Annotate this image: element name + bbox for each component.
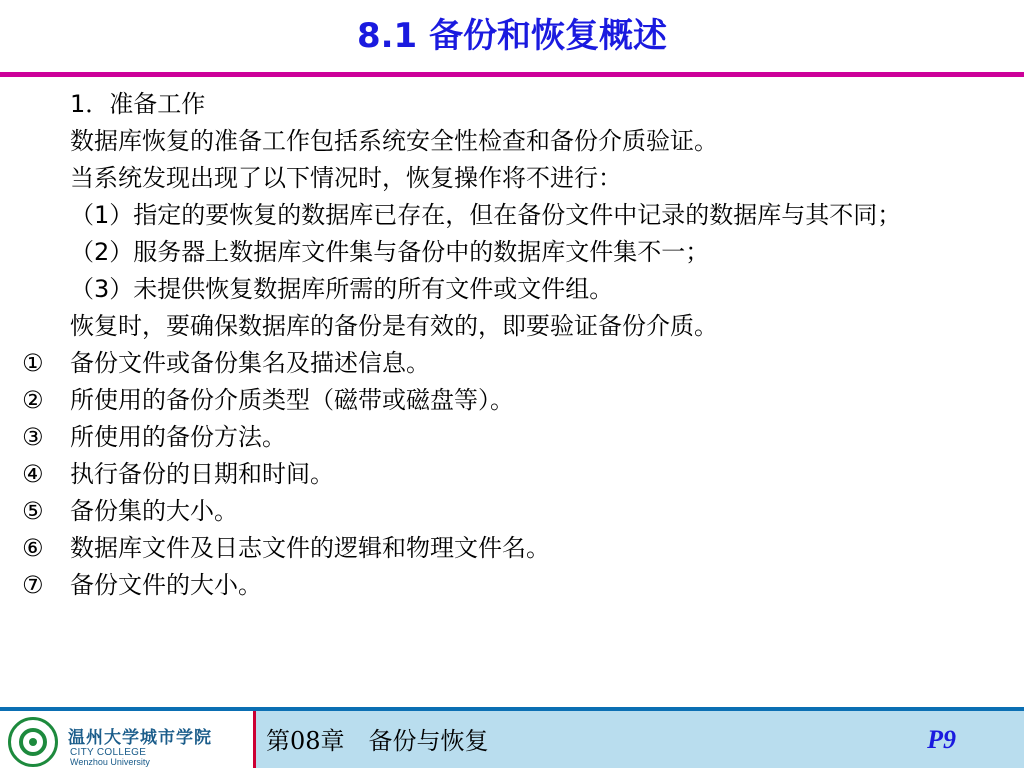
list-item (22, 419, 1012, 456)
list-item-text: 所使用的备份方法。 (70, 423, 286, 451)
slide-footer (0, 707, 1024, 768)
college-logo (0, 711, 253, 768)
list-marker: ⑤ (22, 497, 44, 525)
list-marker: ⑦ (22, 571, 44, 599)
list-item (22, 382, 1012, 419)
body-line-1: 数据库恢复的准备工作包括系统安全性检查和备份介质验证。 (70, 127, 718, 155)
body-line-2: 当系统发现出现了以下情况时，恢复操作将不进行： (70, 164, 622, 192)
condition-2: （2）服务器上数据库文件集与备份中的数据库文件集不一； (70, 238, 710, 266)
list-item-text: 备份集的大小。 (70, 497, 238, 525)
chapter-label: 第08章 备份与恢复 (266, 727, 489, 755)
logo-chinese-name: 温州大学城市学院 (68, 728, 212, 748)
list-item-text: 执行备份的日期和时间。 (70, 460, 334, 488)
list-item-text: 所使用的备份介质类型（磁带或磁盘等）。 (70, 386, 514, 414)
title-divider (0, 72, 1024, 77)
list-marker: ③ (22, 423, 44, 451)
list-item-text: 数据库文件及日志文件的逻辑和物理文件名。 (70, 534, 550, 562)
slide-body (22, 86, 1012, 604)
list-marker: ⑥ (22, 534, 44, 562)
condition-3: （3）未提供恢复数据库所需的所有文件或文件组。 (70, 275, 614, 303)
college-seal-icon (8, 717, 58, 767)
list-item (22, 345, 1012, 382)
slide-title: 8.1 备份和恢复概述 (356, 16, 668, 56)
list-item (22, 530, 1012, 567)
list-marker: ④ (22, 460, 44, 488)
list-marker: ① (22, 349, 44, 377)
body-line-verify: 恢复时，要确保数据库的备份是有效的，即要验证备份介质。 (70, 312, 718, 340)
list-item-text: 备份文件或备份集名及描述信息。 (70, 349, 430, 377)
footer-divider (253, 711, 256, 768)
list-item (22, 456, 1012, 493)
section-heading: 1．准备工作 (70, 90, 206, 118)
page-number: P9 (927, 725, 956, 754)
list-item (22, 493, 1012, 530)
list-item (22, 567, 1012, 604)
logo-english-subname: Wenzhou University (70, 757, 150, 767)
logo-english-name: CITY COLLEGE (70, 747, 147, 758)
list-marker: ② (22, 386, 44, 414)
condition-1: （1）指定的要恢复的数据库已存在，但在备份文件中记录的数据库与其不同； (70, 201, 902, 229)
list-item-text: 备份文件的大小。 (70, 571, 262, 599)
